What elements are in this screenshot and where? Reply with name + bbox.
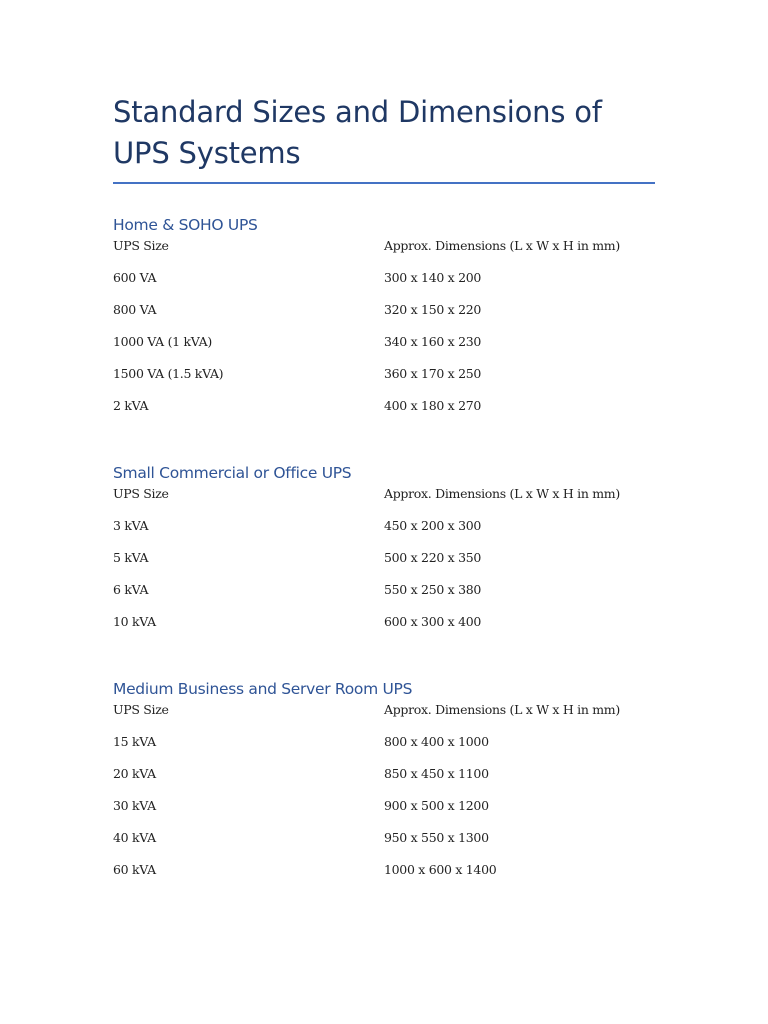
table-row — [113, 518, 655, 550]
document-page — [113, 92, 655, 894]
dimensions-cell: 950 x 550 x 1300 — [384, 830, 489, 845]
dimensions-cell: 320 x 150 x 220 — [384, 302, 482, 317]
ups-size-cell: 10 kVA — [113, 614, 156, 629]
table-header-row — [113, 702, 655, 734]
table-row — [113, 734, 655, 766]
ups-size-cell: 2 kVA — [113, 398, 149, 413]
ups-size-cell: 1000 VA (1 kVA) — [113, 334, 212, 349]
ups-size-cell: 600 VA — [113, 270, 157, 285]
table-row — [113, 550, 655, 582]
ups-size-cell: 5 kVA — [113, 550, 149, 565]
dimensions-cell: 600 x 300 x 400 — [384, 614, 482, 629]
dimensions-cell: 550 x 250 x 380 — [384, 582, 482, 597]
dimensions-cell: 400 x 180 x 270 — [384, 398, 482, 413]
section-heading: Medium Business and Server Room UPS — [113, 680, 413, 698]
ups-size-cell: 40 kVA — [113, 830, 156, 845]
table-row — [113, 366, 655, 398]
column-header-ups-size: UPS Size — [113, 486, 169, 501]
ups-size-cell: 15 kVA — [113, 734, 156, 749]
ups-size-cell: 60 kVA — [113, 862, 156, 877]
section-heading: Home & SOHO UPS — [113, 216, 258, 234]
table-row — [113, 798, 655, 830]
dimensions-cell: 900 x 500 x 1200 — [384, 798, 489, 813]
column-header-ups-size: UPS Size — [113, 702, 169, 717]
ups-size-cell: 800 VA — [113, 302, 157, 317]
dimensions-cell: 1000 x 600 x 1400 — [384, 862, 497, 877]
ups-size-table — [113, 238, 655, 430]
section-small-commercial — [113, 463, 655, 646]
table-row — [113, 862, 655, 894]
ups-size-cell: 1500 VA (1.5 kVA) — [113, 366, 224, 381]
section-medium-business — [113, 679, 655, 894]
document-title: Standard Sizes and Dimensions of UPS Systems — [113, 95, 602, 170]
dimensions-cell: 850 x 450 x 1100 — [384, 766, 489, 781]
column-header-dimensions: Approx. Dimensions (L x W x H in mm) — [384, 702, 620, 717]
ups-size-table — [113, 486, 655, 646]
column-header-dimensions: Approx. Dimensions (L x W x H in mm) — [384, 238, 620, 253]
table-row — [113, 334, 655, 366]
table-row — [113, 302, 655, 334]
section-home-soho — [113, 215, 655, 430]
table-header-row — [113, 486, 655, 518]
dimensions-cell: 300 x 140 x 200 — [384, 270, 482, 285]
dimensions-cell: 450 x 200 x 300 — [384, 518, 482, 533]
title-underline — [113, 182, 655, 184]
dimensions-cell: 340 x 160 x 230 — [384, 334, 482, 349]
table-header-row — [113, 238, 655, 270]
table-row — [113, 270, 655, 302]
ups-size-cell: 6 kVA — [113, 582, 149, 597]
dimensions-cell: 500 x 220 x 350 — [384, 550, 482, 565]
dimensions-cell: 360 x 170 x 250 — [384, 366, 482, 381]
table-row — [113, 582, 655, 614]
ups-size-cell: 30 kVA — [113, 798, 156, 813]
table-row — [113, 614, 655, 646]
ups-size-table — [113, 702, 655, 894]
dimensions-cell: 800 x 400 x 1000 — [384, 734, 489, 749]
column-header-ups-size: UPS Size — [113, 238, 169, 253]
table-row — [113, 830, 655, 862]
table-row — [113, 398, 655, 430]
table-row — [113, 766, 655, 798]
ups-size-cell: 3 kVA — [113, 518, 149, 533]
ups-size-cell: 20 kVA — [113, 766, 156, 781]
column-header-dimensions: Approx. Dimensions (L x W x H in mm) — [384, 486, 620, 501]
section-heading: Small Commercial or Office UPS — [113, 464, 352, 482]
